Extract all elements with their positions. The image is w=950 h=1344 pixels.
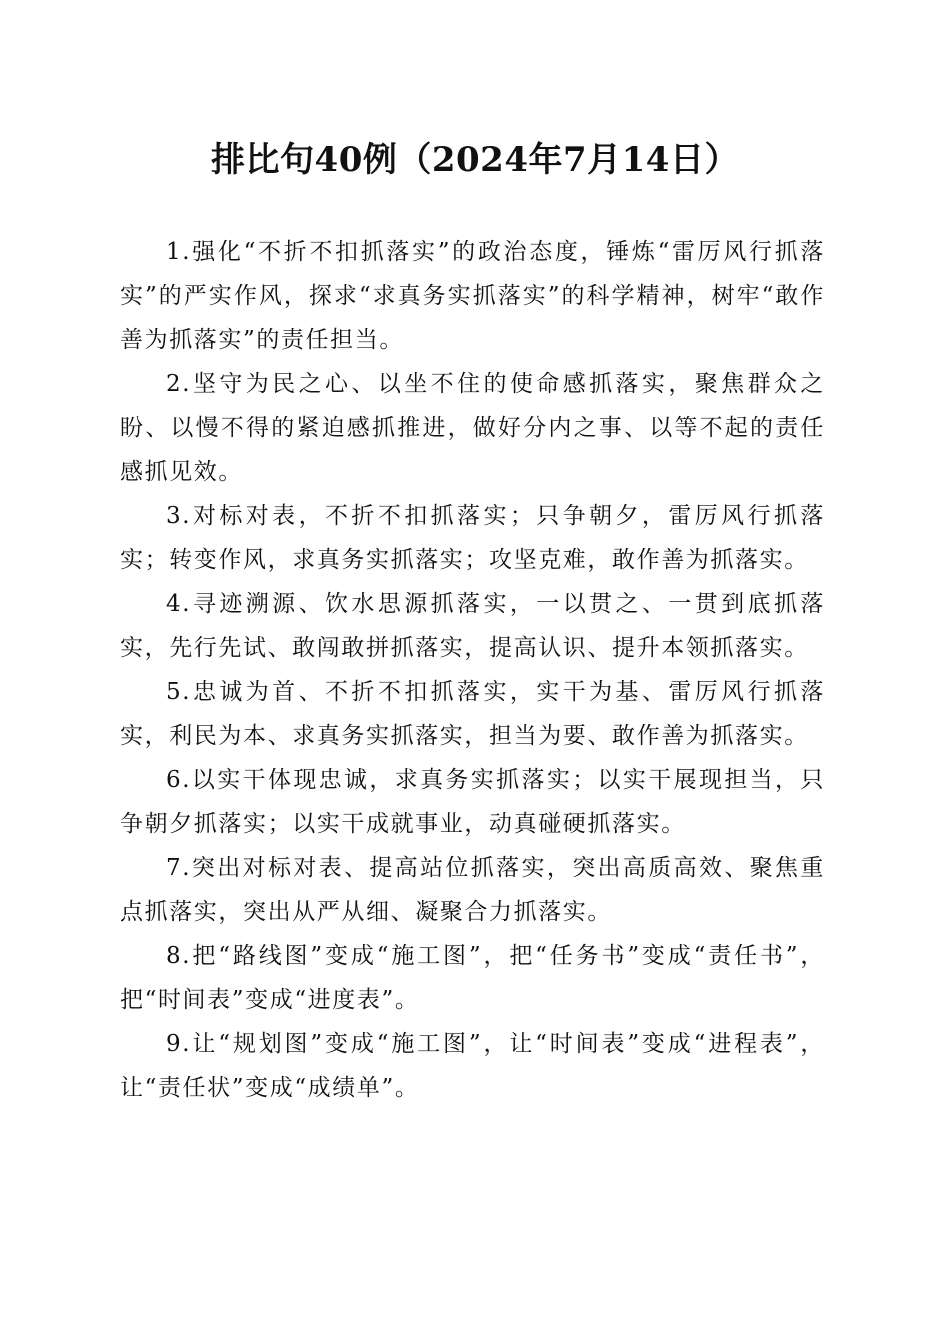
paragraph-1: 1.强化“不折不扣抓落实”的政治态度，锤炼“雷厉风行抓落实”的严实作风，探求“求真务实抓落实”的科学精神，树牢“敢作善为抓落实”的责任担当。 [120,239,825,353]
paragraph-9: 9.让“规划图”变成“施工图”，让“时间表”变成“进程表”，让“责任状”变成“成绩单”。 [120,1031,825,1101]
paragraph-6: 6.以实干体现忠诚，求真务实抓落实；以实干展现担当，只争朝夕抓落实；以实干成就事业，动真碰硬抓落实。 [120,767,825,837]
paragraph-4: 4.寻迹溯源、饮水思源抓落实，一以贯之、一贯到底抓落实，先行先试、敢闯敢拼抓落实，提高认识、提升本领抓落实。 [120,591,825,661]
document-body [120,230,825,1110]
paragraph-2: 2.坚守为民之心、以坐不住的使命感抓落实，聚焦群众之盼、以慢不得的紧迫感抓推进，做好分内之事、以等不起的责任感抓见效。 [120,371,825,485]
paragraph-5: 5.忠诚为首、不折不扣抓落实，实干为基、雷厉风行抓落实，利民为本、求真务实抓落实，担当为要、敢作善为抓落实。 [120,679,825,749]
document-title: 排比句40例（2024年7月14日） [211,140,739,180]
paragraph-3: 3.对标对表，不折不扣抓落实；只争朝夕，雷厉风行抓落实；转变作风，求真务实抓落实；攻坚克难，敢作善为抓落实。 [120,503,825,573]
paragraph-7: 7.突出对标对表、提高站位抓落实，突出高质高效、聚焦重点抓落实，突出从严从细、凝聚合力抓落实。 [120,855,825,925]
paragraph-8: 8.把“路线图”变成“施工图”，把“任务书”变成“责任书”，把“时间表”变成“进度表”。 [120,943,825,1013]
